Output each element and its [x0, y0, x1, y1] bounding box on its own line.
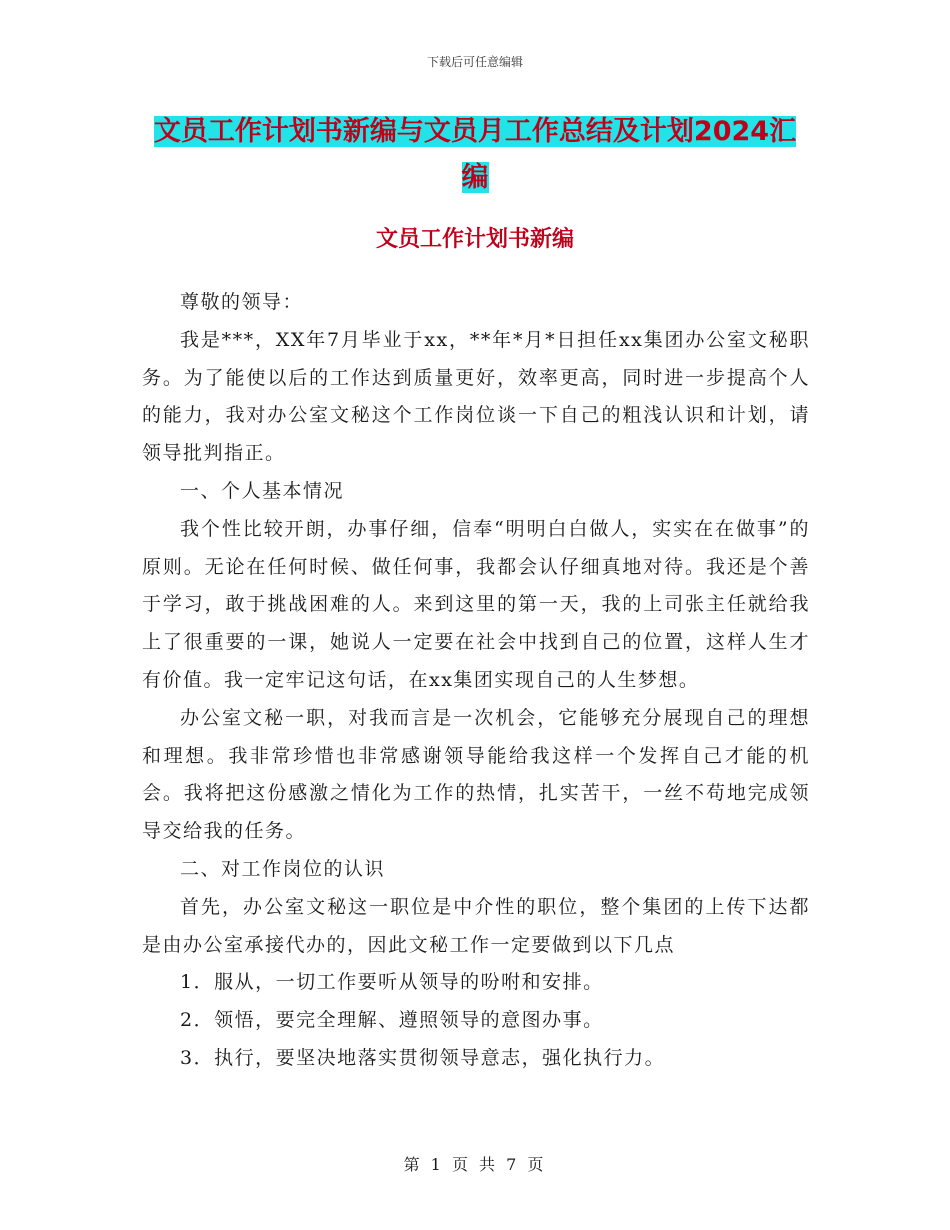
list-item-comprehend: 2．领悟，要完全理解、遵照领导的意图办事。: [180, 1009, 604, 1032]
list-item-obey: 1．服从，一切工作要听从领导的吩咐和安排。: [180, 971, 604, 994]
title-line-2: 编: [461, 162, 489, 193]
title-line-1: 文员工作计划书新编与文员月工作总结及计划2024汇: [153, 116, 797, 147]
salutation: 尊敬的领导：: [180, 291, 304, 313]
page-footer: 第 1 页 共 7 页: [403, 1155, 547, 1174]
title-line-2-wrap: [0, 156, 950, 200]
section-title: 文员工作计划书新编: [375, 227, 574, 252]
paragraph-opportunity: 办公室文秘一职，对我而言是一次机会，它能够充分展现自己的理想和理想。我非常珍惜也非常感谢领导能给我这样一个发挥自己才能的机会。我将把这份感激之情化为工作的热情，扎实苦干，一丝不苟地完成领导交给我的任务。: [142, 706, 810, 843]
heading-personal-info: 一、个人基本情况: [180, 479, 345, 502]
document-body: [142, 284, 810, 1078]
paragraph-job-role: 首先，办公室文秘这一职位是中介性的职位，整个集团的上传下达都是由办公室承接代办的，因此文秘工作一定要做到以下几点: [142, 895, 810, 956]
paragraph-personality: 我个性比较开朗，办事仔细，信奉“明明白白做人，实实在在做事”的原则。无论在任何时候、做任何事，我都会认仔细真地对待。我还是个善于学习，敢于挑战困难的人。来到这里的第一天，我的上司张主任就给我上了很重要的一课，她说人一定要在社会中找到自己的位置，这样人生才有价值。我一定牢记这句话，在xx集团实现自己的人生梦想。: [142, 517, 810, 691]
heading-job-understanding: 二、对工作岗位的认识: [180, 857, 386, 880]
document-title: [0, 110, 950, 200]
header-note: 下载后可任意编辑: [426, 55, 523, 69]
list-item-execute: 3．执行，要坚决地落实贯彻领导意志，强化执行力。: [180, 1046, 666, 1069]
paragraph-intro: 我是***，XX年7月毕业于xx，**年*月*日担任xx集团办公室文秘职务。为了能使以后的工作达到质量更好，效率更高，同时进一步提高个人的能力，我对办公室文秘这个工作岗位谈一下自己的粗浅认识和计划，请领导批判指正。: [142, 328, 810, 465]
